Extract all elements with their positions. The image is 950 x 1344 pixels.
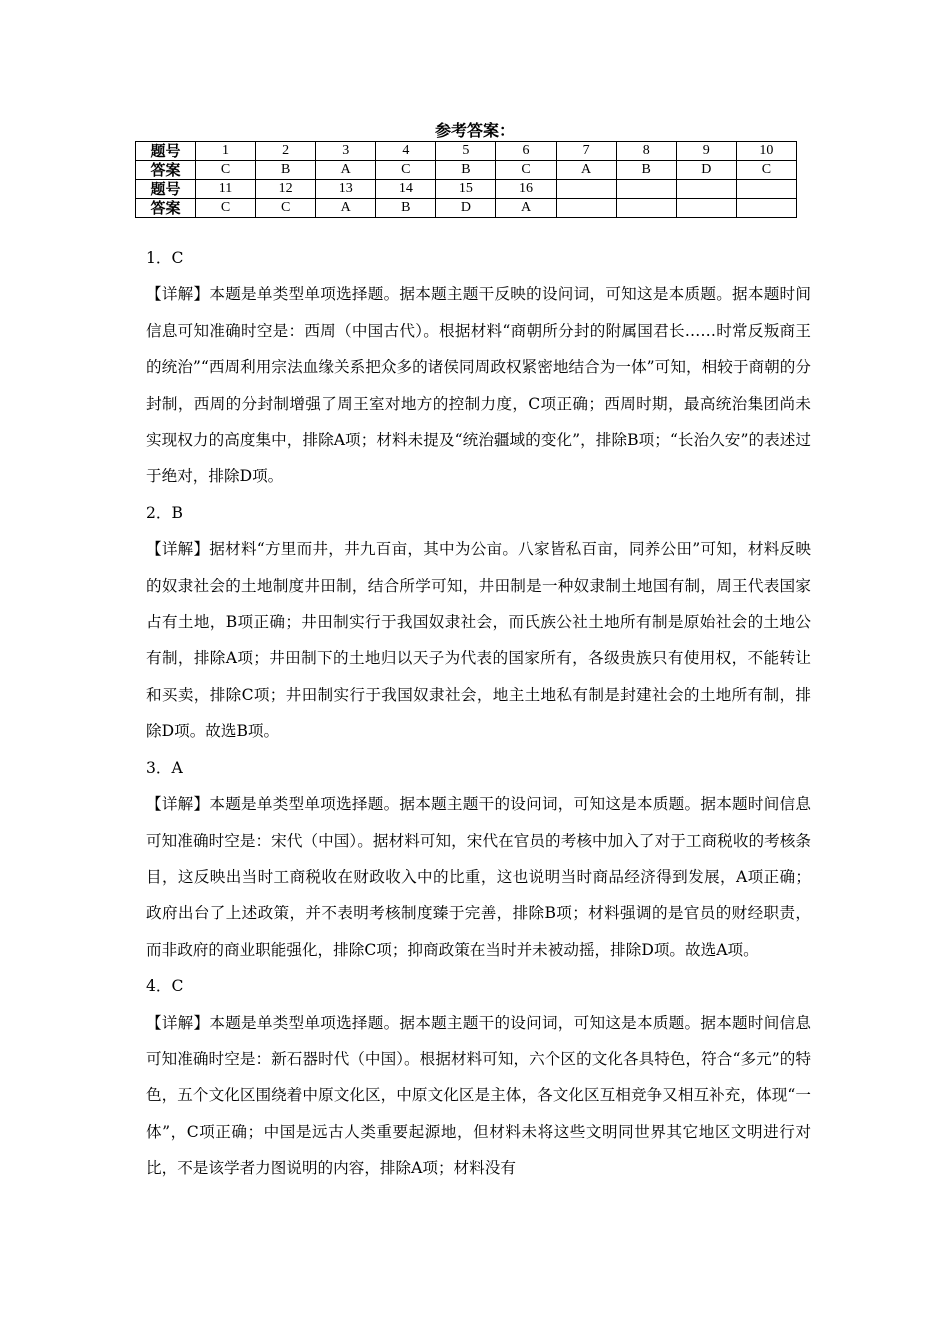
table-cell: 1: [196, 142, 256, 161]
explanation-4: 【详解】本题是单类型单项选择题。据本题主题干的设问词，可知这是本质题。据本题时间信息可知准确时空是：新石器时代（中国）。根据材料可知，六个区的文化各具特色，符合“多元”的特色，五个文化区围绕着中原文化区，中原文化区是主体，各文化区互相竞争又相互补充，体现“一体”，C项正确；中国是远古人类重要起源地，但材料未将这些文明同世界其它地区文明进行对比，不是该学者力图说明的内容，排除A项；材料没有: [146, 1013, 811, 1178]
table-cell: [556, 199, 616, 218]
table-cell: 11: [196, 180, 256, 199]
table-cell: [556, 180, 616, 199]
table-cell: D: [676, 161, 736, 180]
table-cell: B: [436, 161, 496, 180]
page-title: 参考答案：: [434, 121, 515, 140]
table-cell: 3: [316, 142, 376, 161]
table-cell: B: [616, 161, 676, 180]
table-cell: [736, 199, 796, 218]
explanations: [146, 240, 811, 1187]
table-cell: D: [436, 199, 496, 218]
question-number-1: 1．C: [146, 249, 184, 267]
table-cell: C: [376, 161, 436, 180]
table-cell: [736, 180, 796, 199]
table-cell: B: [376, 199, 436, 218]
row-label: 答案: [136, 161, 196, 180]
question-number-2: 2．B: [146, 503, 183, 522]
row-label: 题号: [136, 180, 196, 199]
table-cell: 13: [316, 180, 376, 199]
table-cell: 12: [256, 180, 316, 199]
row-label: 答案: [136, 199, 196, 218]
table-cell: C: [496, 161, 556, 180]
table-cell: 9: [676, 142, 736, 161]
table-cell: A: [496, 199, 556, 218]
table-cell: C: [196, 199, 256, 218]
table-cell: [676, 180, 736, 199]
explanation-1: 【详解】本题是单类型单项选择题。据本题主题干反映的设问词，可知这是本质题。据本题时间信息可知准确时空是：西周（中国古代）。根据材料“商朝所分封的附属国君长……时常反叛商王的统治”“西周利用宗法血缘关系把众多的诸侯同周政权紧密地结合为一体”可知，相较于商朝的分封制，西周的分封制增强了周王室对地方的控制力度，C项正确；西周时期，最高统治集团尚未实现权力的高度集中，排除A项；材料未提及“统治疆域的变化”，排除B项；“长治久安”的表述过于绝对，排除D项。: [146, 285, 811, 486]
table-cell: [676, 199, 736, 218]
table-cell: A: [556, 161, 616, 180]
table-cell: A: [316, 199, 376, 218]
table-cell: C: [256, 199, 316, 218]
question-number-4: 4．C: [146, 977, 184, 996]
table-cell: 7: [556, 142, 616, 161]
row-label: 题号: [136, 142, 196, 161]
table-cell: 6: [496, 142, 556, 161]
table-row-question-numbers-1: [136, 142, 797, 161]
explanation-3: 【详解】本题是单类型单项选择题。据本题主题干的设问词，可知这是本质题。据本题时间信息可知准确时空是：宋代（中国）。据材料可知，宋代在官员的考核中加入了对于工商税收的考核条目，这反映出当时工商税收在财政收入中的比重，这也说明当时商品经济得到发展，A项正确；政府出台了上述政策，并不表明考核制度臻于完善，排除B项；材料强调的是官员的财经职责，而非政府的商业职能强化，排除C项；抑商政策在当时并未被动摇，排除D项。故选A项。: [146, 795, 811, 959]
table-cell: B: [256, 161, 316, 180]
explanation-2: 【详解】据材料“方里而井，井九百亩，其中为公亩。八家皆私百亩，同养公田”可知，材料反映的奴隶社会的土地制度井田制，结合所学可知，井田制是一种奴隶制土地国有制，周王代表国家占有土地，B项正确；井田制实行于我国奴隶社会，而氏族公社土地所有制是原始社会的土地公有制，排除A项；井田制下的土地归以天子为代表的国家所有，各级贵族只有使用权，不能转让和买卖，排除C项；井田制实行于我国奴隶社会，地主土地私有制是封建社会的土地所有制，排除D项。故选B项。: [146, 540, 811, 741]
table-row-answers-1: [136, 161, 797, 180]
table-cell: [616, 199, 676, 218]
table-cell: C: [196, 161, 256, 180]
table-cell: [616, 180, 676, 199]
answer-table: [135, 141, 797, 218]
table-cell: 15: [436, 180, 496, 199]
table-cell: 16: [496, 180, 556, 199]
table-cell: 14: [376, 180, 436, 199]
table-cell: 8: [616, 142, 676, 161]
table-cell: A: [316, 161, 376, 180]
table-cell: 4: [376, 142, 436, 161]
table-row-answers-2: [136, 199, 797, 218]
table-cell: 10: [736, 142, 796, 161]
table-cell: C: [736, 161, 796, 180]
table-cell: 5: [436, 142, 496, 161]
table-row-question-numbers-2: [136, 180, 797, 199]
question-number-3: 3．A: [146, 758, 183, 777]
table-cell: 2: [256, 142, 316, 161]
